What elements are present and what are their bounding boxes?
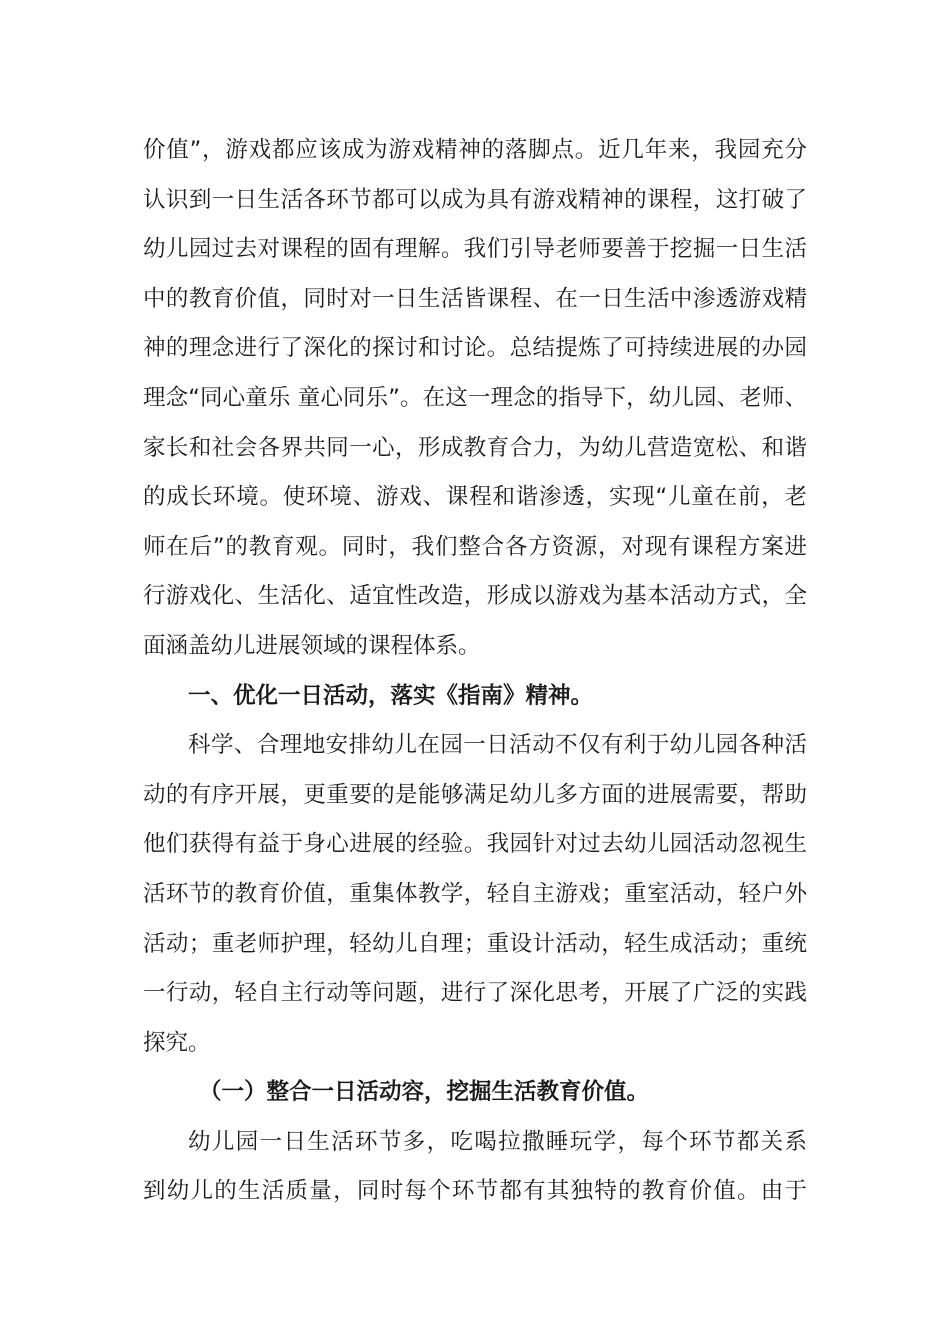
paragraph-line: 一行动，轻自主行动等问题，进行了深化思考，开展了广泛的实践 (143, 980, 807, 1007)
paragraph-line: 家长和社会各界共同一心，形成教育合力，为幼儿营造宽松、和谐 (143, 434, 807, 461)
paragraph-line: 认识到一日生活各环节都可以成为具有游戏精神的课程，这打破了 (143, 186, 807, 213)
paragraph-line: 科学、合理地安排幼儿在园一日活动不仅有利于幼儿园各种活 (188, 732, 807, 759)
subsection-heading: （一）整合一日活动容，挖掘生活教育价值。 (199, 1079, 650, 1106)
paragraph-1 (143, 126, 807, 672)
paragraph-line: 价值”，游戏都应该成为游戏精神的落脚点。近几年来，我园充分 (143, 137, 807, 163)
paragraph-line: 中的教育价值，同时对一日生活皆课程、在一日生活中渗透游戏精 (143, 285, 807, 312)
paragraph-line: 面涵盖幼儿进展领域的课程体系。 (143, 632, 481, 659)
paragraph-line: 探究。 (143, 1029, 211, 1056)
paragraph-3 (143, 1118, 807, 1217)
paragraph-line: 幼儿园过去对课程的固有理解。我们引导老师要善于挖掘一日生活 (143, 236, 807, 263)
paragraph-line: 到幼儿的生活质量，同时每个环节都有其独特的教育价值。由于 (143, 1178, 807, 1205)
paragraph-line: 他们获得有益于身心进展的经验。我园针对过去幼儿园活动忽视生 (143, 831, 807, 858)
paragraph-2 (143, 721, 807, 1068)
paragraph-line: 师在后”的教育观。同时，我们整合各方资源，对现有课程方案进 (143, 533, 807, 560)
section-heading: 一、优化一日活动，落实《指南》精神。 (188, 682, 594, 709)
paragraph-line: 神的理念进行了深化的探讨和讨论。总结提炼了可持续进展的办园 (143, 335, 807, 362)
paragraph-line: 幼儿园一日生活环节多，吃喝拉撒睡玩学，每个环节都关系 (188, 1128, 807, 1155)
paragraph-line: 理念“同心童乐 童心同乐”。在这一理念的指导下，幼儿园、老师、 (143, 384, 807, 411)
paragraph-line: 活动；重老师护理，轻幼儿自理；重设计活动，轻生成活动；重统 (143, 930, 807, 957)
paragraph-line: 行游戏化、生活化、适宜性改造，形成以游戏为基本活动方式，全 (143, 583, 807, 610)
paragraph-line: 活环节的教育价值，重集体教学，轻自主游戏；重室活动，轻户外 (143, 880, 807, 907)
paragraph-line: 动的有序开展，更重要的是能够满足幼儿多方面的进展需要，帮助 (143, 781, 807, 808)
document-body (143, 126, 807, 1217)
paragraph-line: 的成长环境。使环境、游戏、课程和谐渗透，实现“儿童在前，老 (143, 484, 807, 511)
